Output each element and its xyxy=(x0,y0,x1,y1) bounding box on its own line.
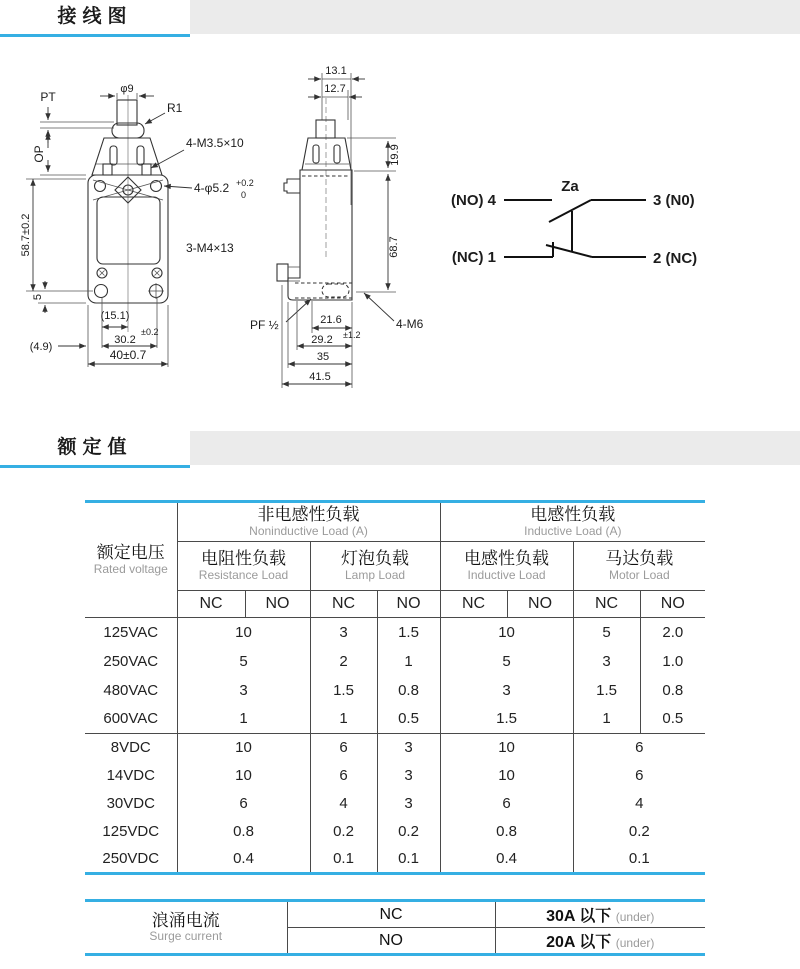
cell-voltage: 125VDC xyxy=(102,823,160,840)
cell-resistance: 10 xyxy=(177,618,310,647)
cell-lamp-nc: 4 xyxy=(310,790,377,818)
dim-415: 41.5 xyxy=(309,371,331,383)
cell-lamp-nc: 1.5 xyxy=(310,676,377,705)
header-resistance-load: 电阻性负载 Resistance Load xyxy=(177,542,310,591)
dim-pt: PT xyxy=(40,90,56,104)
cell-lamp-nc: 0.2 xyxy=(310,818,377,846)
cell-motor-nc: 1.5 xyxy=(573,676,640,705)
table-row xyxy=(85,846,705,874)
cell-lamp-nc: 2 xyxy=(310,647,377,676)
dim-127: 12.7 xyxy=(324,83,346,95)
header-nc: NC xyxy=(440,591,507,618)
label-r1: R1 xyxy=(167,101,183,115)
label-pf-half: PF ½ xyxy=(250,318,279,332)
dim-216: 21.6 xyxy=(320,314,342,326)
cell-lamp-no: 3 xyxy=(377,762,440,790)
dim-op: OP xyxy=(32,145,46,163)
cell-voltage: 14VDC xyxy=(106,767,155,784)
cell-lamp-no: 3 xyxy=(377,734,440,762)
cell-motor-nc: 3 xyxy=(573,647,640,676)
cell-lamp-no: 0.1 xyxy=(377,846,440,874)
table-row xyxy=(85,901,705,928)
cell-lamp-no: 1.5 xyxy=(377,618,440,647)
cell-resistance: 0.4 xyxy=(177,846,310,874)
header-no: NO xyxy=(245,591,310,618)
header-inductive-subload: 电感性负载 Inductive Load xyxy=(440,542,573,591)
header-nc: NC xyxy=(573,591,640,618)
ratings-table xyxy=(85,500,705,875)
front-view xyxy=(20,83,254,367)
table-row xyxy=(85,790,705,818)
cell-resistance: 10 xyxy=(177,762,310,790)
label-4phi52: 4-φ5.2 xyxy=(194,181,230,195)
header-lamp-load: 灯泡负载 Lamp Load xyxy=(310,542,440,591)
table-row xyxy=(85,762,705,790)
cell-lamp-nc: 6 xyxy=(310,762,377,790)
cell-motor-no: 2.0 xyxy=(640,618,705,647)
header-no: NO xyxy=(640,591,705,618)
dim-302-tol: ±0.2 xyxy=(141,327,159,337)
header-rated-voltage: 额定电压 Rated voltage xyxy=(93,543,168,576)
cell-lamp-no: 0.8 xyxy=(377,676,440,705)
cell-resistance: 5 xyxy=(177,647,310,676)
dim-302: 30.2 xyxy=(114,334,136,346)
cell-inductive: 6 xyxy=(440,790,573,818)
side-view xyxy=(250,65,424,388)
header-no: NO xyxy=(507,591,573,618)
cell-voltage: 125VAC xyxy=(85,618,177,647)
cell-voltage: 30VDC xyxy=(106,795,155,812)
ratings-title-box xyxy=(0,431,190,468)
header-motor-load: 马达负载 Motor Load xyxy=(573,542,705,591)
surge-value-nc: 30A 以下 (under) xyxy=(495,901,705,928)
cell-voltage: 8VDC xyxy=(85,734,177,762)
header-inductive-load: 电感性负载 Inductive Load (A) xyxy=(440,502,705,542)
cell-inductive: 10 xyxy=(440,734,573,762)
dim-40: 40±0.7 xyxy=(109,348,147,362)
cell-motor: 4 xyxy=(573,790,705,818)
header-noninductive-load: 非电感性负载 Noninductive Load (A) xyxy=(177,502,440,542)
dim-292: 29.2 xyxy=(311,334,333,346)
cell-lamp-no: 0.2 xyxy=(377,818,440,846)
label-4m6: 4-M6 xyxy=(396,317,424,331)
cell-resistance: 10 xyxy=(177,734,310,762)
cell-motor-nc: 5 xyxy=(573,618,640,647)
dim-131: 13.1 xyxy=(325,65,347,77)
cell-resistance: 3 xyxy=(177,676,310,705)
cell-motor-no: 0.8 xyxy=(640,676,705,705)
cell-lamp-no: 0.5 xyxy=(377,705,440,734)
ratings-title-bar xyxy=(0,431,800,468)
contact-za: Za xyxy=(561,178,579,195)
dim-687: 68.7 xyxy=(388,236,400,258)
surge-current-table xyxy=(85,899,705,956)
cell-lamp-nc: 6 xyxy=(310,734,377,762)
surge-label: 浪涌电流 Surge current xyxy=(149,910,223,944)
dim-587: 58.7±0.2 xyxy=(20,213,32,257)
cell-resistance: 6 xyxy=(177,790,310,818)
cell-inductive: 10 xyxy=(440,618,573,647)
cell-voltage: 480VAC xyxy=(103,681,159,699)
header-nc: NC xyxy=(177,591,245,618)
cell-inductive: 5 xyxy=(440,647,573,676)
cell-motor-nc: 1 xyxy=(573,705,640,734)
cell-voltage: 250VDC xyxy=(102,850,160,868)
cell-motor: 0.2 xyxy=(573,818,705,846)
header-no: NO xyxy=(377,591,440,618)
wiring-title-bar xyxy=(0,0,800,37)
surge-value-no: 20A 以下 (under) xyxy=(495,928,705,955)
dim-35: 35 xyxy=(316,351,330,363)
terminal-nc1: (NC) 1 xyxy=(451,249,496,266)
dim-49: (4.9) xyxy=(29,341,53,353)
dim-151: (15.1) xyxy=(100,310,130,322)
cell-voltage: 250VAC xyxy=(103,652,159,670)
surge-contact-no: NO xyxy=(287,928,495,955)
cell-resistance: 0.8 xyxy=(177,818,310,846)
circuit-diagram xyxy=(451,178,697,267)
cell-motor: 6 xyxy=(573,734,705,762)
cell-inductive: 1.5 xyxy=(440,705,573,734)
cell-resistance: 1 xyxy=(177,705,310,734)
cell-inductive: 3 xyxy=(440,676,573,705)
table-row xyxy=(85,734,705,762)
terminal-no4: (NO) 4 xyxy=(451,192,496,209)
cell-motor: 0.1 xyxy=(573,846,705,874)
table-row xyxy=(85,818,705,846)
dim-phi9: φ9 xyxy=(120,83,134,95)
terminal-no3: 3 (N0) xyxy=(653,192,695,209)
cell-lamp-no: 3 xyxy=(377,790,440,818)
cell-lamp-nc: 1 xyxy=(310,705,377,734)
label-4m35: 4-M3.5×10 xyxy=(186,136,244,150)
label-3m4: 3-M4×13 xyxy=(186,241,234,255)
cell-lamp-nc: 3 xyxy=(310,618,377,647)
cell-motor-no: 1.0 xyxy=(640,647,705,676)
cell-inductive: 10 xyxy=(440,762,573,790)
ratings-section-title: 额定值 xyxy=(57,437,133,458)
wiring-title-box xyxy=(0,0,190,37)
cell-motor-no: 0.5 xyxy=(640,705,705,734)
dim-292-tol: ±1.2 xyxy=(343,330,361,340)
title-gray-bar xyxy=(190,431,800,465)
dim-5: 5 xyxy=(32,293,44,301)
header-nc: NC xyxy=(310,591,377,618)
cell-lamp-no: 1 xyxy=(377,647,440,676)
title-gray-bar xyxy=(190,0,800,34)
label-4phi52-tol-bottom: 0 xyxy=(241,190,247,200)
cell-motor: 6 xyxy=(573,762,705,790)
wiring-diagram-svg xyxy=(0,40,800,425)
surge-contact-nc: NC xyxy=(287,901,495,928)
wiring-section-title: 接线图 xyxy=(57,6,133,27)
cell-inductive: 0.8 xyxy=(440,818,573,846)
cell-inductive: 0.4 xyxy=(440,846,573,874)
cell-lamp-nc: 0.1 xyxy=(310,846,377,874)
terminal-nc2: 2 (NC) xyxy=(653,250,698,267)
cell-voltage: 600VAC xyxy=(103,710,159,728)
table-row xyxy=(85,705,705,734)
table-row xyxy=(85,618,705,647)
table-row xyxy=(85,676,705,705)
table-row xyxy=(85,647,705,676)
dim-199: 19.9 xyxy=(389,144,401,166)
label-4phi52-tol-top: +0.2 xyxy=(236,178,254,188)
